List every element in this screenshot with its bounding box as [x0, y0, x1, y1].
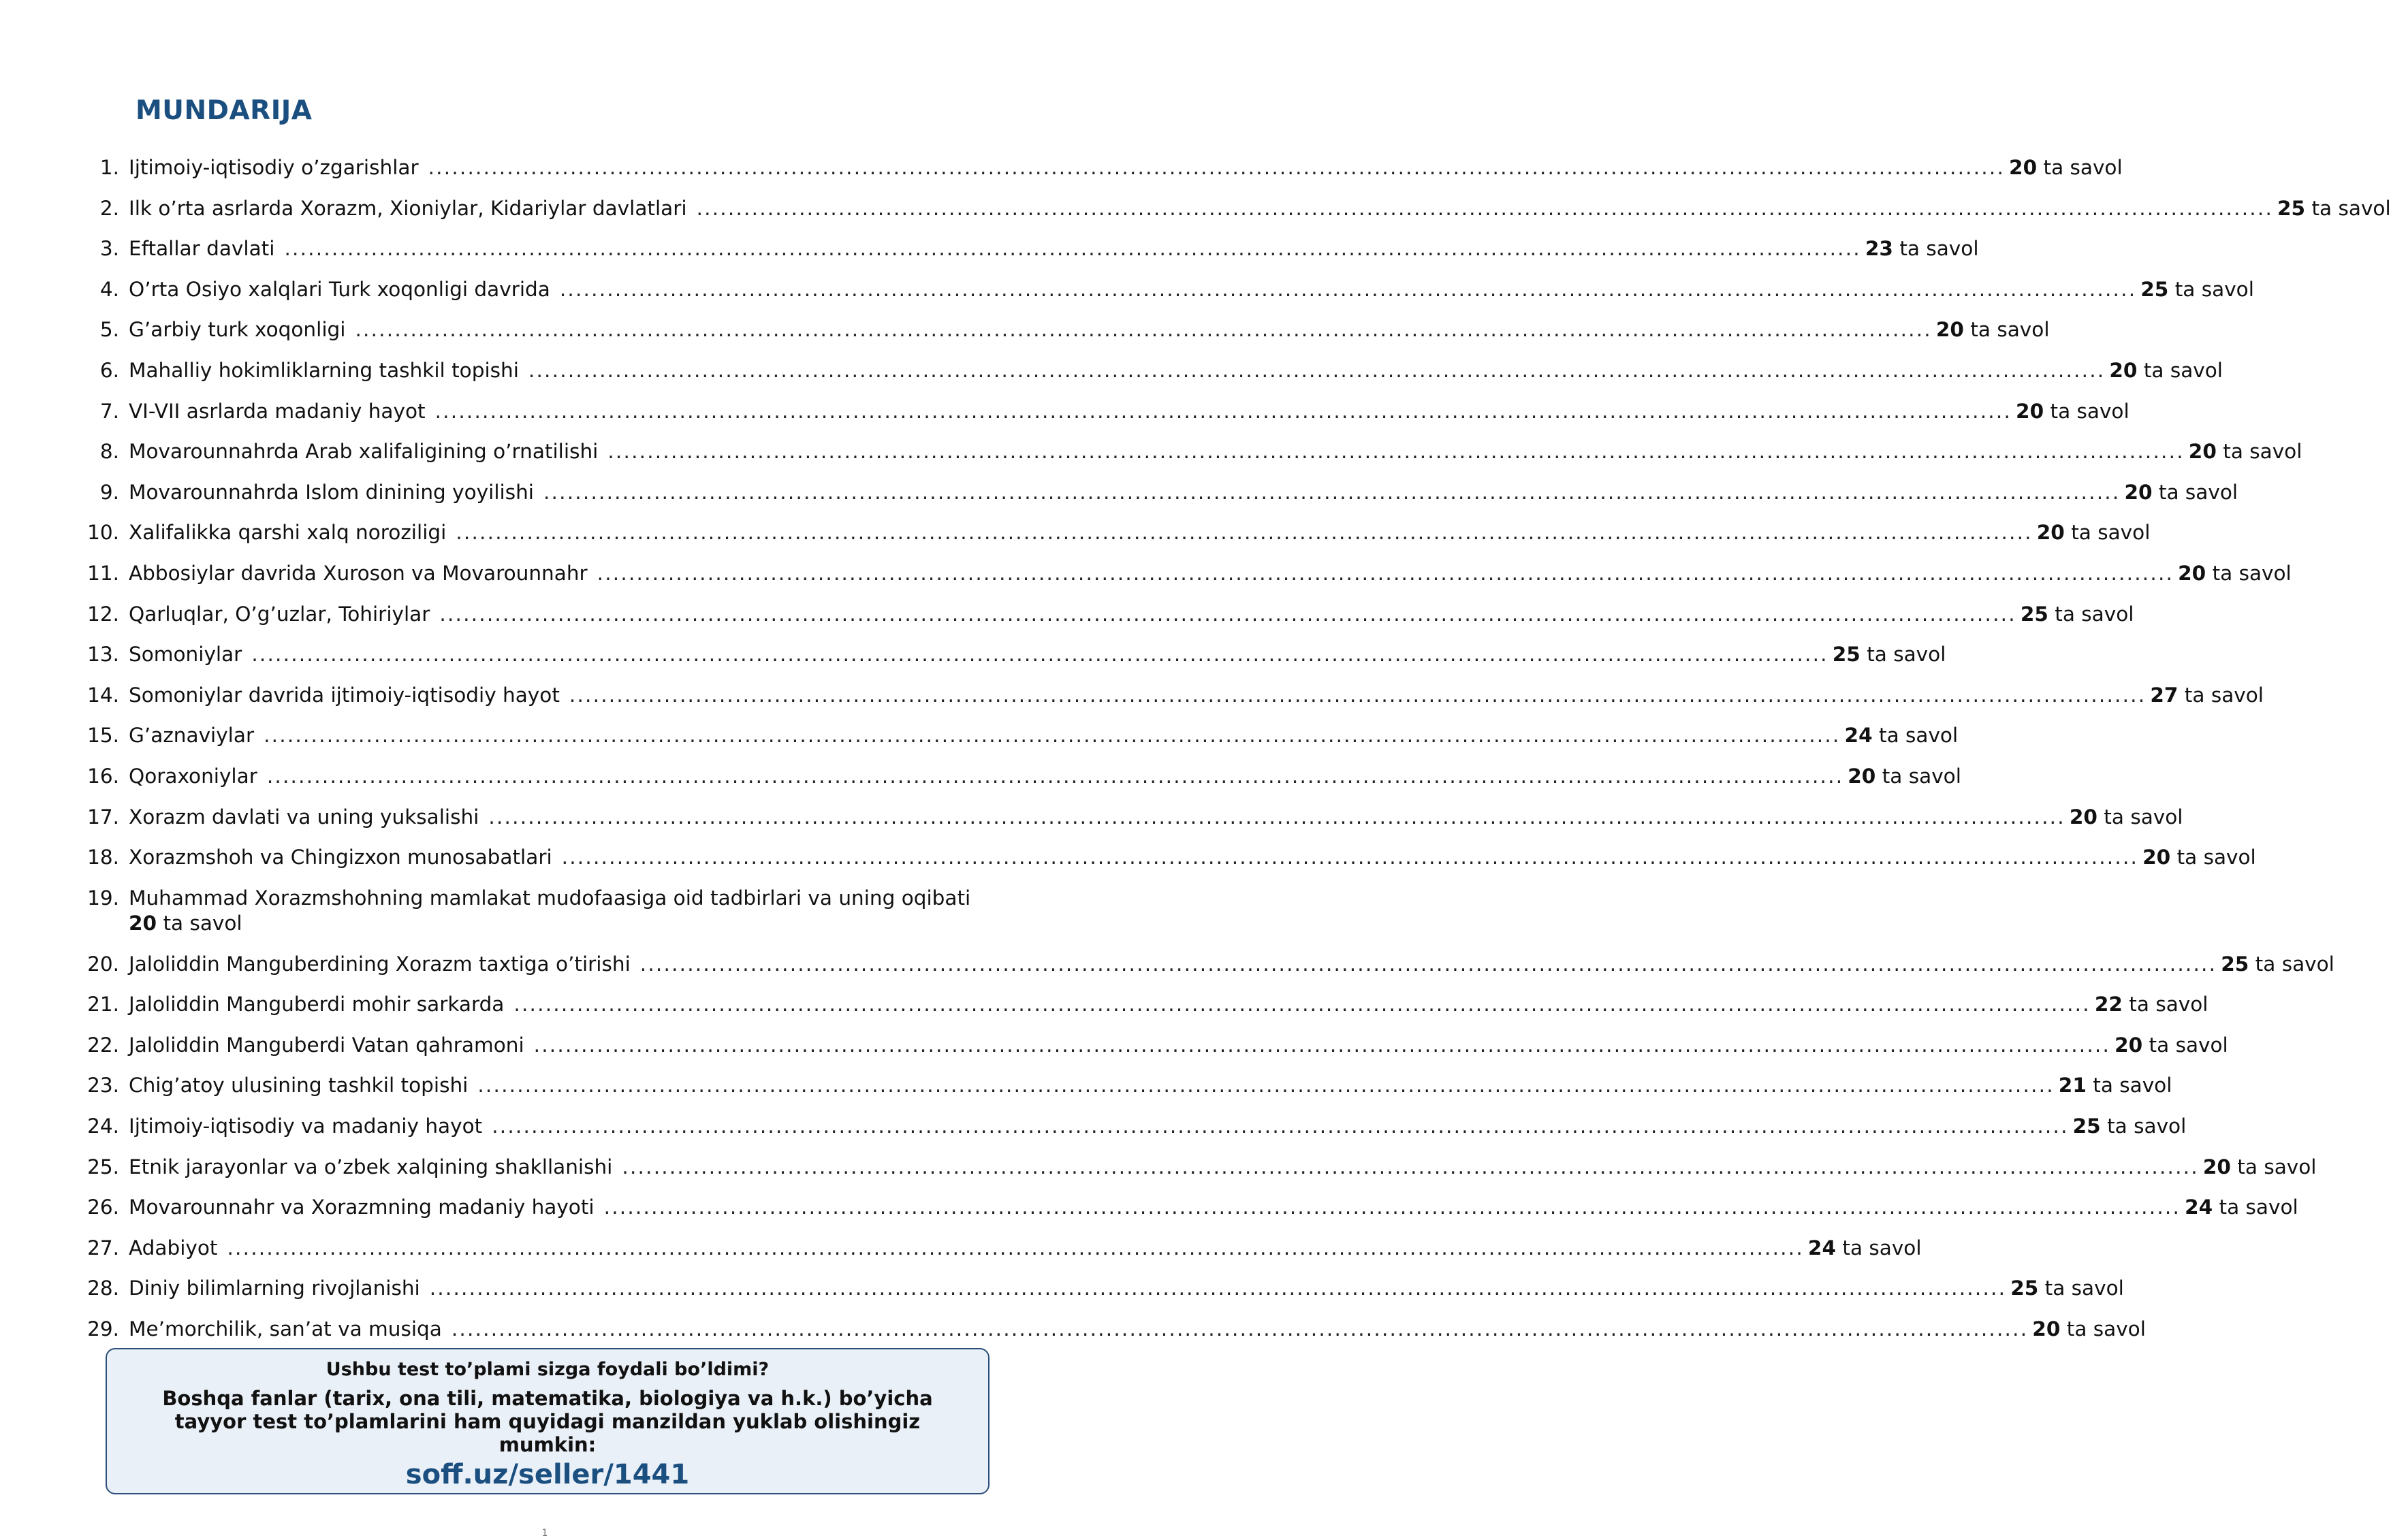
toc-entry-count-group: [2115, 1033, 2228, 1058]
toc-entry-title: Xorazmshoh va Chingizxon munosabatlari: [129, 846, 552, 869]
toc-entry-unit: ta savol: [2093, 1074, 2172, 1097]
toc-entry-count: 20: [2188, 440, 2217, 464]
toc-entry-count-group: [1936, 317, 2050, 342]
toc-entry: [83, 317, 2050, 358]
toc-entry-title: Jaloliddin Manguberdi mohir sarkarda: [129, 993, 505, 1016]
toc-entry-unit: ta savol: [2311, 196, 2391, 220]
toc-entry-count-group: [2203, 1155, 2317, 1180]
toc-entry-title: Xalifalikka qarshi xalq noroziligi: [129, 521, 447, 545]
dot-leader: ........................................................................................................................................................................................................: [569, 683, 2147, 707]
promo-body: Boshqa fanlar (tarix, ona tili, matematika, biologiya va h.k.) bo’yicha tayyor test to’plamlarini ham quyidagi manzildan yuklab olishingiz mumkin:: [162, 1387, 933, 1456]
toc-entry-count-group: [2109, 358, 2223, 383]
toc-entry-number: 19.: [87, 886, 119, 910]
toc-entry-title: Abbosiylar davrida Xuroson va Movarounnahr: [129, 561, 588, 585]
toc-entry-number: 22.: [87, 1033, 119, 1057]
page-title: MUNDARIJA: [136, 95, 313, 126]
toc-entry-unit: ta savol: [2050, 399, 2129, 423]
dot-leader: ........................................................................................................................................................................................................: [559, 277, 2137, 301]
dot-leader: ........................................................................................................................................................................................................: [355, 318, 1932, 342]
toc-entry-title: Qarluqlar, O’g’uzlar, Tohiriylar: [129, 602, 430, 626]
toc-entry-number: 7.: [99, 399, 119, 423]
dot-leader: ........................................................................................................................................................................................................: [488, 805, 2065, 829]
dot-leader: ........................................................................................................................................................................................................: [622, 1155, 2199, 1178]
dot-leader: ........................................................................................................................................................................................................: [597, 561, 2174, 585]
toc-entry-count-group: [2037, 520, 2151, 545]
toc-entry-count: 20: [2069, 805, 2097, 829]
dot-leader: ........................................................................................................................................................................................................: [266, 764, 1844, 788]
toc-entry: [83, 642, 1946, 683]
toc-entry-count: 20: [129, 911, 157, 935]
toc-entry-count-group: [1865, 236, 1979, 261]
toc-entry-unit: ta savol: [163, 911, 242, 935]
toc-entry: [83, 764, 1961, 805]
toc-entry-count: 20: [2115, 1033, 2143, 1057]
toc-entry-number: 9.: [99, 480, 119, 504]
promo-link[interactable]: soff.uz/seller/1441: [405, 1459, 690, 1490]
toc-entry: [83, 196, 2391, 237]
dot-leader: ........................................................................................................................................................................................................: [227, 1236, 1804, 1260]
toc-entry-number: 4.: [99, 277, 119, 301]
toc-entry-unit: ta savol: [1879, 724, 1959, 748]
toc-entry: [83, 439, 2302, 480]
toc-entry-unit: ta savol: [2212, 561, 2292, 585]
toc-entry: [83, 520, 2151, 561]
toc-entry-count: 20: [2202, 1155, 2231, 1178]
toc-entry-title: Diniy bilimlarning rivojlanishi: [129, 1277, 420, 1300]
toc-entry-unit: ta savol: [2184, 683, 2264, 707]
toc-entry-count: 24: [1844, 724, 1873, 748]
toc-entry-count: 25: [2277, 196, 2306, 220]
toc-entry-count-group: [2016, 399, 2129, 424]
toc-entry-number: 29.: [87, 1317, 119, 1341]
toc-entry-number: 5.: [99, 318, 119, 342]
dot-leader: ........................................................................................................................................................................................................: [428, 156, 2006, 179]
toc-entry-number: 27.: [87, 1236, 119, 1260]
toc-entry-title: Adabiyot: [129, 1236, 218, 1260]
toc-entry-unit: ta savol: [2237, 1155, 2317, 1178]
toc-entry-unit: ta savol: [2107, 1114, 2187, 1138]
dot-leader: ........................................................................................................................................................................................................: [533, 1033, 2111, 1057]
toc-entry-count-group: [2185, 1195, 2298, 1220]
toc-entry-unit: ta savol: [2255, 952, 2334, 976]
toc-entry-number: 20.: [87, 952, 119, 976]
toc-entry-count-group: [1848, 764, 1961, 789]
toc-entry-number: 28.: [87, 1277, 119, 1300]
toc-entry-count-group: [2073, 1114, 2187, 1139]
toc-entry: [83, 952, 2334, 993]
toc-entry-count: 25: [2140, 277, 2169, 301]
toc-entry-number: 16.: [87, 764, 119, 788]
toc-entry-unit: ta savol: [2055, 602, 2134, 626]
toc-entry-count-group: [2221, 952, 2334, 977]
toc-entry: [83, 805, 2183, 846]
toc-entry-count: 20: [2036, 521, 2065, 545]
toc-entry: [83, 561, 2292, 602]
toc-entry-unit: ta savol: [2044, 1277, 2124, 1300]
toc-entry-number: 25.: [87, 1155, 119, 1178]
toc-entry-title: Qoraxoniylar: [129, 764, 257, 788]
toc-entry: [83, 277, 2254, 318]
dot-leader: ........................................................................................................................................................................................................: [492, 1114, 2069, 1138]
toc-entry-unit: ta savol: [2158, 480, 2238, 504]
toc-entry-count: 22: [2094, 993, 2123, 1016]
toc-entry-title: O’rta Osiyo xalqlari Turk xoqonligi davrida: [129, 277, 550, 301]
toc-entry-count-group: [2010, 1276, 2124, 1301]
toc-entry-title: Movarounnahrda Arab xalifaligining o’rnatilishi: [129, 440, 599, 464]
toc-entry-number: 13.: [87, 643, 119, 667]
dot-leader: ........................................................................................................................................................................................................: [477, 1074, 2055, 1097]
toc-entry-unit: ta savol: [2176, 846, 2256, 869]
toc-entry-unit: ta savol: [2043, 156, 2123, 179]
toc-entry-count-group: [1833, 642, 1946, 667]
toc-entry-number: 2.: [99, 196, 119, 220]
toc-entry-title: Movarounnahr va Xorazmning madaniy hayoti: [129, 1196, 595, 1219]
toc-entry-count: 25: [2010, 1277, 2039, 1300]
toc-entry-unit: ta savol: [2219, 1196, 2298, 1219]
toc-entry: [83, 992, 2208, 1033]
promo-box: [106, 1348, 989, 1494]
toc-entry-count: 20: [2109, 358, 2138, 382]
page-number: 1: [541, 1528, 548, 1539]
toc-entry-title: Ilk o’rta asrlarda Xorazm, Xioniylar, Kidariylar davlatlari: [129, 196, 687, 220]
toc-entry-title: G’aznaviylar: [129, 724, 255, 748]
dot-leader: ........................................................................................................................................................................................................: [284, 237, 1861, 261]
toc-entry-number: 17.: [87, 805, 119, 829]
dot-leader: ........................................................................................................................................................................................................: [528, 358, 2106, 382]
dot-leader: ........................................................................................................................................................................................................: [439, 602, 2016, 626]
toc-entry-number: 1.: [99, 156, 119, 179]
dot-leader: ........................................................................................................................................................................................................: [639, 952, 2217, 976]
toc-entry-title: Somoniylar davrida ijtimoiy-iqtisodiy hayot: [129, 683, 560, 707]
toc-entry-count: 25: [2221, 952, 2249, 976]
dot-leader: ........................................................................................................................................................................................................: [696, 196, 2274, 220]
toc-entry-title: Etnik jarayonlar va o’zbek xalqining shakllanishi: [129, 1155, 613, 1178]
toc-entry-count: 20: [2142, 846, 2171, 869]
toc-entry-body: [129, 886, 990, 936]
toc-entry-unit: ta savol: [2174, 277, 2254, 301]
toc-entry-unit: ta savol: [2066, 1317, 2146, 1341]
dot-leader: ........................................................................................................................................................................................................: [429, 1277, 2007, 1300]
toc-entry: [83, 845, 2256, 886]
toc-entry-title: Eftallar davlati: [129, 237, 275, 261]
toc-entry: [83, 236, 1979, 277]
toc-entry: [83, 155, 2123, 196]
toc-entry-unit: ta savol: [1867, 643, 1946, 667]
toc-entry-count-group: [1845, 723, 1959, 748]
toc-entry: [83, 358, 2223, 399]
toc-entry-unit: ta savol: [2143, 358, 2223, 382]
toc-entry-count: 25: [2072, 1114, 2101, 1138]
promo-question: Ushbu test to’plami sizga foydali bo’ldimi?: [326, 1359, 770, 1380]
toc-entry-count-group: [2140, 277, 2254, 302]
toc-entry-number: 26.: [87, 1196, 119, 1219]
toc-entry-title: Movarounnahrda Islom dinining yoyilishi: [129, 480, 534, 504]
toc-entry-number: 12.: [87, 602, 119, 626]
dot-leader: ........................................................................................................................................................................................................: [543, 480, 2121, 504]
toc-entry-unit: ta savol: [1899, 237, 1979, 261]
toc-entry-count: 25: [2020, 602, 2048, 626]
toc-entry-count-group: [2178, 561, 2292, 586]
toc-entry-count: 20: [2009, 156, 2038, 179]
toc-entry-title: Me’morchilik, san’at va musiqa: [129, 1317, 442, 1341]
toc-entry-count: 20: [2124, 480, 2153, 504]
toc-entry-count: 20: [2016, 399, 2044, 423]
toc-entry: [83, 602, 2134, 643]
toc-entry-number: 6.: [99, 358, 119, 382]
dot-leader: ........................................................................................................................................................................................................: [434, 399, 2012, 423]
toc-entry-count: 20: [2032, 1317, 2061, 1341]
toc-entry-title: Mahalliy hokimliklarning tashkil topishi: [129, 358, 519, 382]
toc-entry: [83, 1195, 2298, 1236]
dot-leader: ........................................................................................................................................................................................................: [456, 521, 2033, 545]
toc-entry-count-group: [2095, 992, 2208, 1017]
toc-entry-title: Jaloliddin Manguberdi Vatan qahramoni: [129, 1033, 524, 1057]
toc-entry-count: 23: [1865, 237, 1893, 261]
toc-entry-count-group: [2150, 683, 2264, 708]
dot-leader: ........................................................................................................................................................................................................: [561, 846, 2139, 869]
toc-entry-count-group: [2059, 1073, 2172, 1098]
toc-entry-number: 10.: [87, 521, 119, 545]
toc-entry-count-group: [1808, 1236, 1922, 1261]
toc-entry-count: 25: [1832, 643, 1860, 667]
dot-leader: ........................................................................................................................................................................................................: [251, 643, 1828, 667]
toc-entry-number: 11.: [87, 561, 119, 585]
dot-leader: ........................................................................................................................................................................................................: [607, 440, 2185, 464]
toc-entry: [83, 886, 990, 952]
toc-entry: [83, 683, 2264, 724]
toc-entry-count: 27: [2150, 683, 2179, 707]
toc-entry: [83, 723, 1959, 764]
toc-entry-count-group: [2032, 1317, 2146, 1342]
dot-leader: ........................................................................................................................................................................................................: [264, 724, 1841, 748]
toc-entry-title: Ijtimoiy-iqtisodiy o’zgarishlar: [129, 156, 419, 179]
dot-leader: ........................................................................................................................................................................................................: [603, 1196, 2181, 1219]
toc-entry-unit: ta savol: [1842, 1236, 1922, 1260]
toc-entry-count-group: [2142, 845, 2256, 870]
dot-leader: ........................................................................................................................................................................................................: [451, 1317, 2029, 1341]
toc-entry-unit: ta savol: [2223, 440, 2302, 464]
toc-entry-count: 24: [2185, 1196, 2213, 1219]
toc-entry-number: 8.: [99, 440, 119, 464]
toc-entry-number: 15.: [87, 724, 119, 748]
toc-entry-number: 21.: [87, 993, 119, 1016]
toc-entry-unit: ta savol: [2071, 521, 2151, 545]
toc-entry: [83, 480, 2238, 521]
toc-entry-number: 3.: [99, 237, 119, 261]
toc-entry: [83, 1073, 2172, 1114]
toc-entry: [83, 399, 2129, 440]
toc-entry: [83, 1033, 2228, 1074]
toc-entry-count: 20: [1848, 764, 1876, 788]
toc-entry-count-group: [2070, 805, 2183, 830]
toc-entry-unit: ta savol: [2104, 805, 2183, 829]
table-of-contents: [83, 155, 2391, 1358]
toc-entry-unit: ta savol: [2129, 993, 2208, 1016]
toc-entry-number: 14.: [87, 683, 119, 707]
toc-entry-count-group: [2189, 439, 2302, 464]
toc-entry-title: VI-VII asrlarda madaniy hayot: [129, 399, 426, 423]
toc-entry-count: 20: [2178, 561, 2206, 585]
toc-entry-unit: ta savol: [1882, 764, 1961, 788]
toc-entry-count: 20: [1935, 318, 1964, 342]
toc-entry-number: 18.: [87, 846, 119, 869]
toc-entry-title: Somoniylar: [129, 643, 242, 667]
toc-entry: [83, 1276, 2124, 1317]
toc-entry-title: Chig’atoy ulusining tashkil topishi: [129, 1074, 469, 1097]
toc-entry-count: 21: [2058, 1074, 2087, 1097]
toc-entry-count-group: [2009, 155, 2123, 180]
toc-entry-count-group: [2277, 196, 2391, 221]
toc-entry-count: 24: [1807, 1236, 1836, 1260]
toc-entry-title: Muhammad Xorazmshohning mamlakat mudofaasiga oid tadbirlari va uning oqibati: [129, 886, 971, 910]
toc-entry: [83, 1236, 1922, 1277]
toc-entry-count-group: [2021, 602, 2134, 627]
toc-entry-title: G’arbiy turk xoqonligi: [129, 318, 346, 342]
toc-entry: [83, 1155, 2317, 1196]
toc-entry-title: Xorazm davlati va uning yuksalishi: [129, 805, 479, 829]
toc-entry-count-group: [2124, 480, 2238, 505]
toc-entry-number: 24.: [87, 1114, 119, 1138]
toc-entry-title: Ijtimoiy-iqtisodiy va madaniy hayot: [129, 1114, 483, 1138]
toc-entry: [83, 1114, 2187, 1155]
toc-entry-number: 23.: [87, 1074, 119, 1097]
toc-entry-unit: ta savol: [2149, 1033, 2228, 1057]
dot-leader: ........................................................................................................................................................................................................: [513, 993, 2091, 1016]
toc-entry-unit: ta savol: [1970, 318, 2050, 342]
toc-entry-title: Jaloliddin Manguberdining Xorazm taxtiga o’tirishi: [129, 952, 631, 976]
